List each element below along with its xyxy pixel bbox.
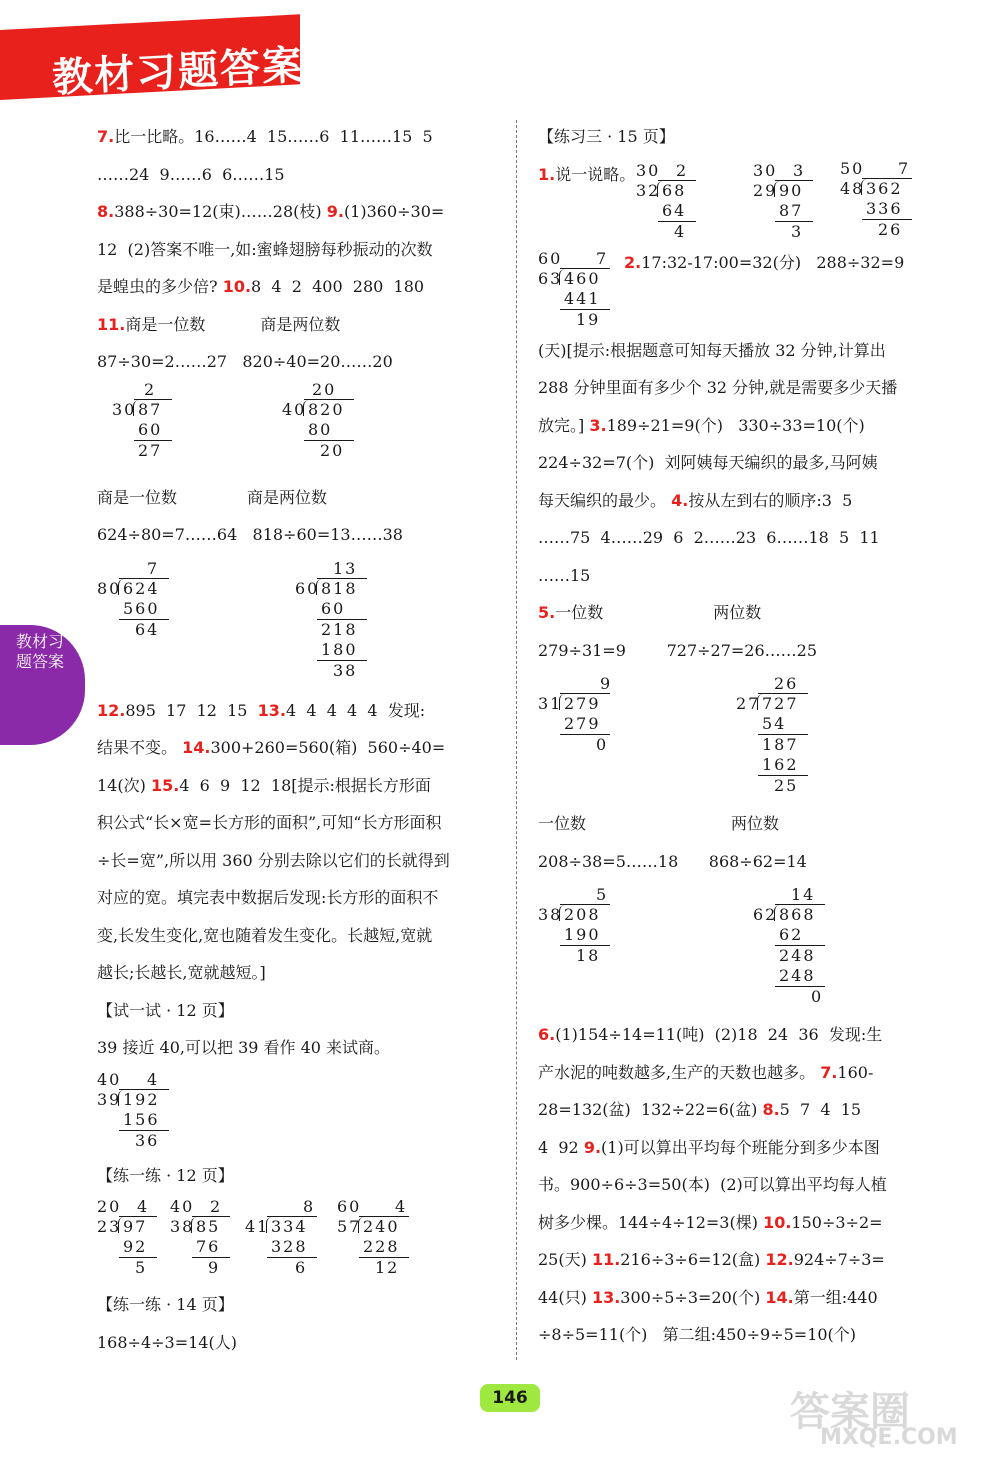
banner-title: 教材习题答案 — [51, 42, 306, 102]
division-digits: 92 — [123, 1237, 148, 1256]
division-digits: 26 — [878, 219, 903, 239]
q-number: 12. — [765, 1250, 794, 1269]
division-digits: 3 — [791, 221, 804, 241]
division-digits: 68 — [662, 180, 687, 200]
answer-text: 5 7 4 15 — [779, 1100, 862, 1119]
division-digits: 62 — [779, 925, 804, 944]
division-digits: 20 — [320, 440, 345, 460]
answer-text: 第一组:440 — [793, 1287, 878, 1307]
answer-text: 放完。] — [538, 415, 585, 435]
division-row — [97, 554, 502, 692]
answer-text: 300+260=560(箱) 560÷40= — [210, 738, 446, 757]
division-digits: 97 — [123, 1217, 148, 1236]
answer-text: ……24 9……6 6……15 — [97, 164, 285, 184]
answer-text: ÷8÷5=11(个) 第二组:450÷9÷5=10(个) — [538, 1325, 857, 1344]
division-row — [538, 156, 948, 244]
division-digits: 30 — [753, 160, 778, 180]
answer-text: 150÷3÷2= — [791, 1212, 883, 1232]
answer-text: (1)可以算出平均每个班能分到多少本图 — [601, 1137, 880, 1157]
answer-text: 每天编织的最少。 — [538, 490, 667, 510]
division-digits: 560 — [123, 598, 160, 618]
answer-text: 279÷31=9 727÷27=26……25 — [538, 640, 818, 660]
answer-text: 按从左到右的顺序:3 5 — [688, 490, 853, 510]
division-digits: 248 — [779, 946, 816, 965]
division-digits: 18 — [576, 946, 601, 965]
answer-text: 189÷21=9(个) 330÷33=10(个) — [606, 415, 865, 435]
answer-text: 25(天) — [538, 1250, 587, 1269]
label: 商是两位数 — [260, 314, 341, 334]
division-digits: 62 — [753, 905, 778, 924]
division-digits: 218 — [321, 619, 358, 639]
label: 一位数 — [538, 814, 587, 833]
division-digits: 60 — [321, 598, 346, 618]
answer-text: 树多少棵。144÷4÷12=3(棵) — [538, 1212, 758, 1232]
answer-text: 288 分钟里面有多少个 32 分钟,就是需要多少天播 — [538, 378, 898, 397]
label: 一位数 — [555, 603, 604, 622]
label: 两位数 — [713, 603, 762, 622]
division-digits: 40 — [282, 399, 307, 419]
answer-text: 39 接近 40,可以把 39 看作 40 来试商。 — [97, 1038, 391, 1057]
q-number: 10. — [222, 277, 252, 296]
q-number: 12. — [97, 700, 126, 720]
division-digits: 441 — [564, 288, 601, 308]
division-row — [538, 880, 948, 1016]
answer-text: 积公式“长×宽=长方形的面积”,可知“长方形面积 — [97, 813, 442, 832]
q-number: 13. — [591, 1287, 621, 1307]
division-row — [97, 1067, 502, 1157]
division-digits: 5 — [135, 1258, 148, 1277]
q-number: 7. — [97, 127, 115, 146]
page-number: 146 — [480, 1384, 540, 1412]
q-number: 7. — [820, 1062, 838, 1082]
q-number: 9. — [583, 1137, 602, 1157]
division-digits: 20 — [97, 1197, 122, 1216]
division-digits: 187 — [762, 735, 799, 754]
q-number: 11. — [591, 1250, 621, 1269]
division-digits: 30 — [636, 160, 661, 180]
answer-text: 产水泥的吨数越多,生产的天数也越多。 — [538, 1062, 816, 1082]
division-digits: 2 — [676, 160, 689, 180]
q-number: 8. — [97, 202, 115, 221]
division-digits: 7 — [898, 158, 911, 178]
answer-text: 是蝗虫的多少倍? — [97, 277, 218, 296]
division-digits: 156 — [123, 1109, 160, 1129]
division-digits: 38 — [170, 1217, 195, 1236]
answer-text: 变,长发生变化,宽也随着发生变化。长越短,宽就 — [97, 925, 433, 945]
division-digits: 20 — [312, 379, 337, 399]
division-digits: 25 — [774, 776, 799, 795]
label: 两位数 — [731, 814, 780, 833]
division-digits: 279 — [564, 694, 601, 713]
division-digits: 63 — [538, 268, 563, 288]
division-digits: 39 — [97, 1089, 122, 1109]
division-row — [97, 1194, 502, 1286]
division-digits: 190 — [564, 925, 601, 944]
answer-text: (1)360÷30= — [343, 202, 445, 221]
division-digits: 29 — [753, 180, 778, 200]
answer-text: 224÷32=7(个) 刘阿姨每天编织的最多,马阿姨 — [538, 453, 878, 472]
division-digits: 19 — [576, 309, 601, 329]
right-column — [538, 118, 948, 1354]
answer-text: 216÷3÷6=12(盒) — [620, 1250, 761, 1269]
q-number: 11. — [97, 314, 126, 334]
division-digits: 14 — [791, 885, 816, 904]
q-number: 6. — [538, 1025, 556, 1044]
division-digits: 90 — [779, 180, 804, 200]
answer-text: 4 92 — [538, 1137, 579, 1157]
answer-text: 17:32-17:00=32(分) 288÷32=9 — [641, 252, 905, 272]
division-line — [267, 1257, 317, 1258]
division-digits: 85 — [196, 1217, 221, 1236]
answer-text: 160- — [837, 1062, 874, 1082]
answer-text: 4 6 9 12 18[提示:根据长方形面 — [179, 775, 431, 795]
q-number: 14. — [182, 738, 211, 757]
division-row — [97, 381, 502, 479]
answer-text: 208÷38=5……18 868÷62=14 — [538, 851, 807, 871]
answer-text: ……15 — [538, 565, 591, 585]
answer-text: 300÷5÷3=20(个) — [620, 1287, 761, 1307]
division-digits: 868 — [779, 905, 816, 924]
division-digits: 9 — [208, 1258, 221, 1277]
division-digits: 5 — [596, 885, 609, 904]
section-heading: 【练习三 · 15 页】 — [538, 127, 675, 146]
division-digits: 2 — [144, 379, 157, 399]
division-digits: 38 — [538, 905, 563, 924]
division-digits: 76 — [196, 1237, 221, 1256]
q-number: 3. — [589, 415, 607, 435]
division-digits: 80 — [308, 419, 333, 439]
division-digits: 27 — [736, 694, 761, 713]
division-row — [538, 669, 948, 805]
left-column — [97, 118, 502, 1361]
division-digits: 9 — [600, 674, 613, 693]
division-digits: 31 — [538, 694, 563, 713]
division-digits: 40 — [170, 1197, 195, 1216]
division-digits: 279 — [564, 714, 601, 733]
answer-text: 388÷30=12(束)……28(枝) — [114, 202, 322, 221]
answer-text: ÷长=宽”,所以用 360 分别去除以它们的长就得到 — [97, 850, 450, 870]
division-digits: 30 — [112, 399, 137, 419]
division-digits: 6 — [295, 1258, 308, 1277]
division-digits: 818 — [321, 578, 358, 598]
division-digits: 48 — [840, 178, 865, 198]
answer-text: ……75 4……29 6 2……23 6……18 5 11 — [538, 528, 880, 547]
division-digits: 8 — [303, 1197, 316, 1216]
q-number: 2. — [624, 252, 642, 272]
division-digits: 228 — [363, 1237, 400, 1256]
answer-text: (1)154÷14=11(吨) (2)18 24 36 发现:生 — [555, 1025, 883, 1044]
division-digits: 7 — [147, 558, 160, 578]
division-digits: 26 — [774, 674, 799, 693]
division-digits: 208 — [564, 905, 601, 924]
division-digits: 820 — [308, 399, 345, 419]
division-digits: 162 — [762, 755, 799, 774]
side-tab-label: 教材习题答案 — [15, 632, 64, 671]
division-digits: 4 — [137, 1197, 150, 1216]
division-digits: 2 — [210, 1197, 223, 1216]
division-digits: 336 — [866, 198, 903, 218]
answer-text: 对应的宽。填完表中数据后发现:长方形的面积不 — [97, 888, 439, 907]
answer-text: 14(次) — [97, 775, 146, 795]
section-heading: 【练一练 · 14 页】 — [97, 1295, 234, 1314]
answer-text: 924÷7÷3= — [793, 1250, 885, 1269]
division-digits: 248 — [779, 966, 816, 985]
section-heading: 【练一练 · 12 页】 — [97, 1165, 234, 1185]
division-digits: 624 — [123, 578, 160, 598]
label: 商是一位数 — [125, 314, 206, 334]
answer-text: 895 17 12 15 — [125, 700, 248, 720]
answer-text: 168÷4÷3=14(人) — [97, 1332, 237, 1352]
division-digits: 60 — [538, 248, 563, 268]
division-digits: 87 — [779, 200, 804, 220]
q-number: 9. — [326, 202, 344, 221]
division-digits: 64 — [662, 200, 687, 220]
division-digits: 192 — [123, 1089, 160, 1109]
watermark-url: MXQE.COM — [820, 1425, 958, 1450]
section-heading: 【试一试 · 12 页】 — [97, 1000, 234, 1020]
division-digits: 4 — [147, 1069, 160, 1089]
division-digits: 40 — [97, 1069, 122, 1089]
q-number: 15. — [150, 775, 180, 795]
q-number: 13. — [257, 700, 286, 720]
division-row — [538, 244, 948, 332]
division-digits: 38 — [333, 660, 358, 680]
answer-text: 越长;长越长,宽就越短。] — [97, 963, 266, 982]
answer-text: 28=132(盆) 132÷22=6(盆) — [538, 1100, 758, 1119]
q-number: 8. — [762, 1100, 780, 1119]
watermark-logo: 答案圈 — [790, 1389, 910, 1435]
division-digits: 7 — [596, 248, 609, 268]
division-digits: 87 — [138, 399, 163, 419]
division-digits: 328 — [271, 1237, 308, 1256]
division-digits: 27 — [138, 440, 163, 460]
division-digits: 12 — [375, 1258, 400, 1277]
division-digits: 36 — [135, 1130, 160, 1150]
division-digits: 460 — [564, 268, 601, 288]
answer-text: 比一比略。16……4 15……6 11……15 5 — [114, 127, 433, 146]
q-number: 14. — [765, 1287, 794, 1307]
division-digits: 727 — [762, 694, 799, 713]
division-digits: 60 — [138, 419, 163, 439]
answer-text: 4 4 4 4 4 发现: — [286, 700, 426, 720]
answer-text: 12 (2)答案不唯一,如:蜜蜂翅膀每秒振动的次数 — [97, 239, 433, 259]
division-digits: 54 — [762, 714, 787, 733]
answer-text: 8 4 2 400 280 180 — [251, 277, 425, 296]
division-digits: 41 — [245, 1217, 270, 1236]
answer-text: 说一说略。 — [555, 164, 636, 184]
division-digits: 0 — [811, 987, 824, 1006]
division-digits: 0 — [596, 735, 609, 754]
division-digits: 60 — [337, 1197, 362, 1216]
division-digits: 240 — [363, 1217, 400, 1236]
division-digits: 64 — [135, 619, 160, 639]
q-number: 10. — [763, 1212, 792, 1232]
division-digits: 180 — [321, 639, 358, 659]
division-digits: 4 — [674, 221, 687, 241]
answer-text: 结果不变。 — [97, 738, 178, 757]
division-digits: 50 — [840, 158, 865, 178]
label: 商是两位数 — [247, 487, 328, 507]
division-digits: 60 — [295, 578, 320, 598]
answer-text: 书。900÷6÷3=50(本) (2)可以算出平均每人植 — [538, 1175, 887, 1194]
q-number: 4. — [671, 490, 689, 510]
division-digits: 57 — [337, 1217, 362, 1236]
division-digits: 4 — [395, 1197, 408, 1216]
answer-text: 87÷30=2……27 820÷40=20……20 — [97, 352, 393, 371]
answer-text: (天)[提示:根据题意可知每天播放 32 分钟,计算出 — [538, 340, 886, 360]
division-digits: 3 — [793, 160, 806, 180]
division-digits: 362 — [866, 178, 903, 198]
answer-text: 624÷80=7……64 818÷60=13……38 — [97, 525, 403, 544]
division-digits: 80 — [97, 578, 122, 598]
division-digits: 334 — [271, 1217, 308, 1236]
division-digits: 13 — [333, 558, 358, 578]
label: 商是一位数 — [97, 487, 178, 507]
q-number: 1. — [538, 164, 556, 184]
division-digits: 32 — [636, 180, 661, 200]
column-divider — [516, 120, 517, 1360]
answer-text: 44(只) — [538, 1287, 587, 1307]
q-number: 5. — [538, 603, 556, 622]
division-digits: 23 — [97, 1217, 122, 1236]
